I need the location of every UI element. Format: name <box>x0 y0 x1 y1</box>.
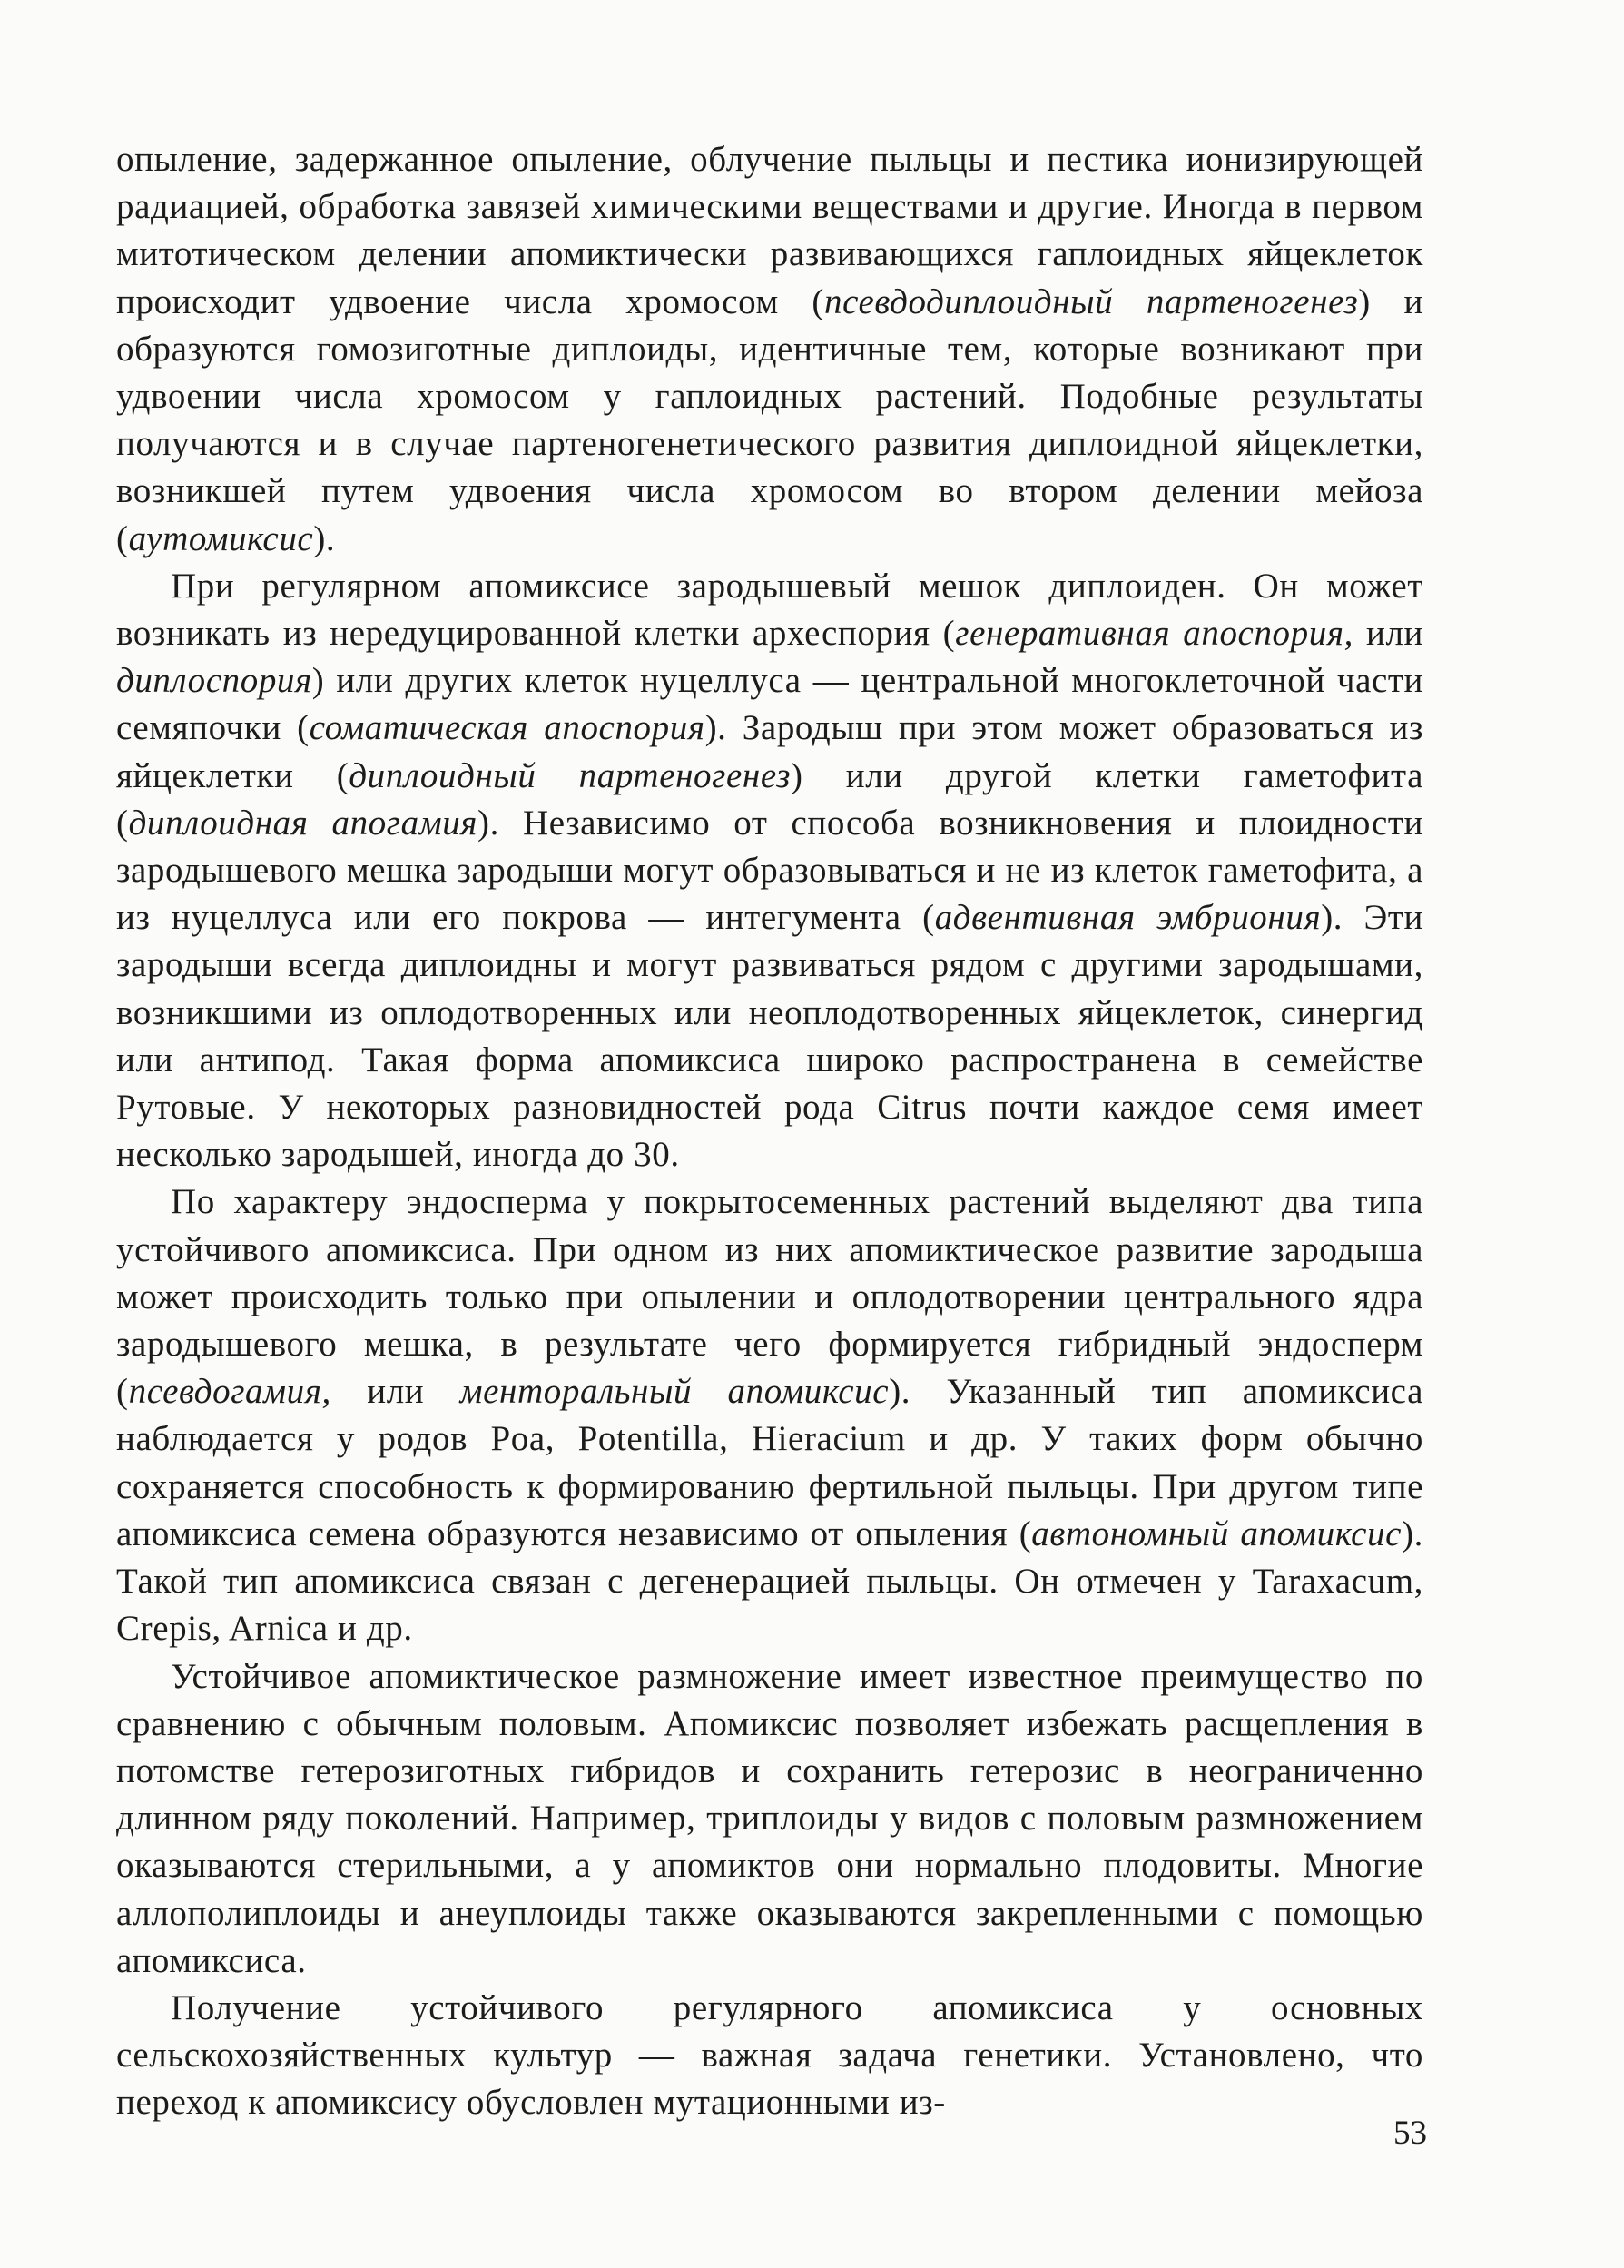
body-text <box>116 136 1423 2127</box>
text-segment: ). Указанный тип апомиксиса наблюдается у родов Poa, Potentilla, Hieracium и др. У таких форм обычно сохраняется способность к формированию фертильной пыльцы. При другом типе апомиксиса семена образуются независимо от опыления ( <box>116 1372 1423 1553</box>
text-segment: или <box>1353 614 1423 654</box>
text-segment: ) или других клеток нуцеллуса — центральной многоклеточной части семяпочки ( <box>116 661 1423 748</box>
term-diplospory: диплоспория <box>116 661 312 701</box>
page-number: 53 <box>1393 2115 1427 2152</box>
paragraph-endosperm-types <box>116 1178 1423 1652</box>
term-pseudodiploid-parthenogenesis: псевдодиплоидный партеногенез <box>823 281 1359 321</box>
paragraph-continuation <box>116 136 1423 563</box>
text-segment: При регулярном апомиксисе зародышевый мешок диплоиден. Он может возникать из нередуцированной клетки археспория ( <box>116 566 1423 654</box>
paragraph-apomixis-task <box>116 1985 1423 2127</box>
text-segment: ). Зародыш при этом может образоваться из яйцеклетки ( <box>116 708 1423 795</box>
term-mentoral-apomixis: менторальный апомиксис <box>459 1372 890 1412</box>
text-segment: ). <box>313 518 336 558</box>
paragraph-regular-apomixis <box>116 563 1423 1179</box>
text-segment: ) и образуются гомозиготные диплоиды, идентичные тем, которые возникают при удвоении числа хромосом у гаплоидных растений. Подобные результаты получаются и в случае партеногенетического развития диплоидной яйцеклетки, возникшей путем удвоения числа хромосом во втором делении мейоза ( <box>116 281 1423 558</box>
text-segment: ). Такой тип апомиксиса связан с дегенерацией пыльцы. Он отмечен у Taraxacum, Crepis, Arnica и др. <box>116 1514 1423 1649</box>
term-generative-apospory: генеративная апоспория, <box>955 614 1353 654</box>
text-segment: ). Независимо от способа возникновения и плоидности зародышевого мешка зародыши могут образовываться и не из клеток гаметофита, а из нуцеллуса или его покрова — интегумента ( <box>116 803 1423 938</box>
text-segment: ). Эти зародыши всегда диплоидны и могут развиваться рядом с другими зародышами, возникшими из оплодотворенных или неоплодотворенных яйцеклеток, синергид или антипод. Такая форма апомиксиса широко распространена в семействе Рутовые. У некоторых разновидностей рода Citrus почти каждое семя имеет несколько зародышей, иногда до 30. <box>116 898 1423 1175</box>
text-segment: Получение устойчивого регулярного апомиксиса у основных сельскохозяйственных культур — важная задача генетики. Установлено, что переход к апомиксису обусловлен мутационными из- <box>116 1987 1423 2123</box>
term-adventive-embryony: адвентивная эмбриония <box>934 898 1322 938</box>
text-segment: или <box>330 1372 460 1412</box>
text-segment: опыление, задержанное опыление, облучение пыльцы и пестика ионизирующей радиацией, обработка завязей химическими веществами и другие. Иногда в первом митотическом делении апомиктически развивающихся гаплоидных яйцеклеток происходит удвоение числа хромосом ( <box>116 140 1423 321</box>
term-diploid-parthenogenesis: диплоидный партеногенез <box>349 755 792 795</box>
text-segment: По характеру эндосперма у покрытосеменных растений выделяют два типа устойчивого апомиксиса. При одном из них апомиктическое развитие зародыша может происходить только при опылении и оплодотворении центрального ядра зародышевого мешка, в результате чего формируется гибридный эндосперм ( <box>116 1182 1423 1412</box>
term-somatic-apospory: соматическая апоспория <box>309 708 705 748</box>
term-diploid-apogamy: диплоидная апогамия <box>128 803 478 843</box>
paragraph-apomixis-advantages <box>116 1653 1423 1985</box>
term-automixis: аутомиксис <box>128 518 314 558</box>
term-autonomous-apomixis: автономный апомиксис <box>1031 1514 1403 1553</box>
term-pseudogamy: псевдогамия, <box>128 1372 331 1412</box>
text-segment: ) или другой клетки гаметофита ( <box>116 755 1423 843</box>
text-segment: Устойчивое апомиктическое размножение имеет известное преимущество по сравнению с обычным половым. Апомиксис позволяет избежать расщепления в потомстве гетерозиготных гибридов и сохранить гетерозис в неограниченно длинном ряду поколений. Например, триплоиды у видов с половым размножением оказываются стерильными, а у апомиктов они нормально плодовиты. Многие аллополиплоиды и анеуплоиды также оказываются закрепленными с помощью апомиксиса. <box>116 1656 1423 1980</box>
